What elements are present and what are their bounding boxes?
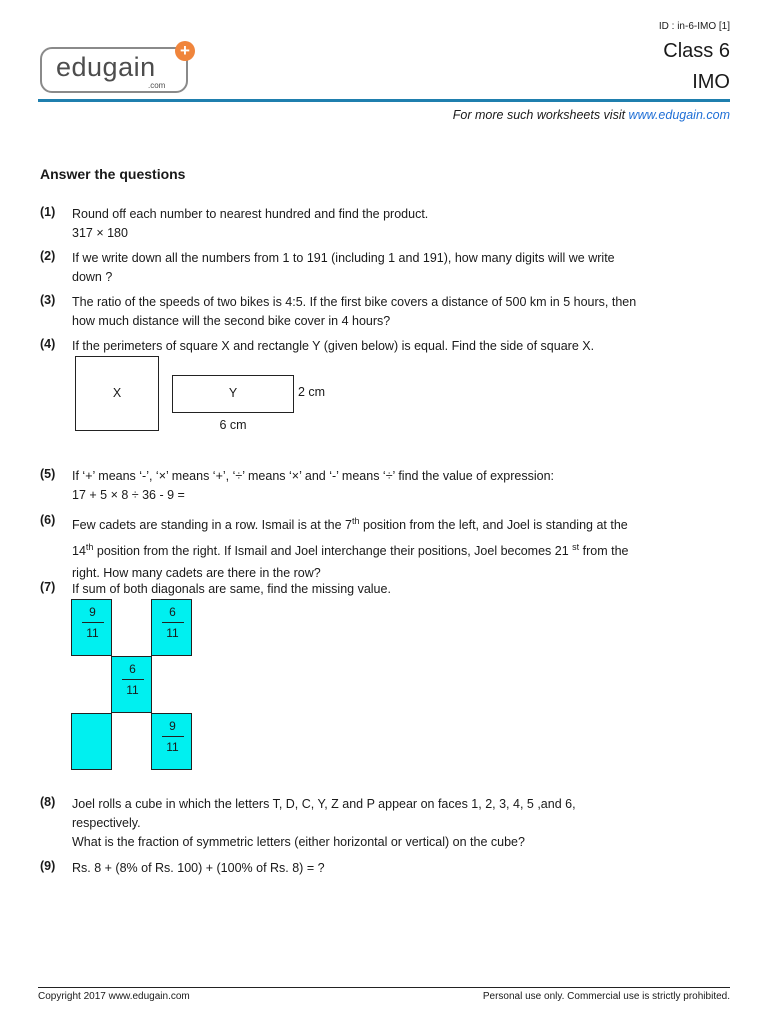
footer-divider (38, 987, 730, 988)
question-text (72, 337, 722, 356)
denominator: 11 (86, 626, 99, 640)
question-line: Joel rolls a cube in which the letters T, D, C, Y, Z and P appear on faces 1, 2, 3, 4, 5 ,and 6, (72, 797, 576, 811)
logo-sub: .com (148, 81, 166, 90)
question-number: (5) (40, 467, 56, 481)
rectangle-height-label: 2 cm (298, 385, 326, 399)
question-number: (9) (40, 859, 56, 873)
denominator: 11 (166, 740, 179, 754)
visit-link[interactable]: www.edugain.com (628, 108, 730, 122)
question-line: how much distance will the second bike cover in 4 hours? (72, 314, 391, 328)
superscript: st (572, 542, 580, 553)
fraction-bar (162, 622, 184, 623)
question-line: Round off each number to nearest hundred and find the product. (72, 207, 429, 221)
grid-cell-center (111, 656, 152, 713)
document-id: ID : in-6-IMO [1] (658, 21, 730, 32)
question-text (72, 293, 722, 331)
question-number: (1) (40, 205, 56, 219)
question-text (72, 795, 722, 852)
question-line: If sum of both diagonals are same, find the missing value. (72, 582, 391, 596)
fraction (72, 605, 113, 640)
question-line (72, 510, 722, 536)
denominator: 11 (166, 626, 179, 640)
question-number: (6) (40, 513, 56, 527)
header-divider (38, 99, 730, 102)
question-text (72, 859, 722, 878)
section-title: Answer the questions (40, 166, 186, 182)
visit-text: For more such worksheets visit (452, 108, 629, 122)
question-text (72, 580, 722, 599)
question-line: Rs. 8 + (8% of Rs. 100) + (100% of Rs. 8) = ? (72, 861, 325, 875)
rectangle-width-label: 6 cm (219, 418, 247, 432)
fraction (112, 662, 153, 697)
question-text (72, 510, 722, 584)
question-text (72, 205, 722, 243)
question-number: (8) (40, 795, 56, 809)
text-fragment: position from the left, and Joel is standing at the (359, 518, 628, 533)
text-fragment: position from the right. If Ismail and Joel interchange their positions, Joel becomes 21 (93, 544, 573, 559)
fraction (152, 605, 193, 640)
rectangle-label: Y (228, 386, 238, 400)
text-fragment: from the (579, 544, 629, 559)
numerator: 6 (129, 662, 136, 676)
question-number: (7) (40, 580, 56, 594)
question-number: (3) (40, 293, 56, 307)
question-number: (2) (40, 249, 56, 263)
fraction-bar (82, 622, 104, 623)
fraction-bar (162, 736, 184, 737)
superscript: th (85, 542, 94, 553)
question-number: (4) (40, 337, 56, 351)
text-fragment: Few cadets are standing in a row. Ismail is at the 7 (72, 518, 352, 533)
grid-cell-top-left (71, 599, 112, 656)
plus-icon: + (175, 41, 195, 61)
numerator: 9 (169, 719, 176, 733)
text-fragment: 14 (72, 544, 86, 559)
question-line: If we write down all the numbers from 1 to 191 (including 1 and 191), how many digits will we write (72, 251, 615, 265)
question-line: If ‘+’ means ‘-’, ‘×’ means ‘+’, ‘÷’ means ‘×’ and ‘-’ means ‘÷’ find the value of expression: (72, 469, 554, 483)
question-line: right. How many cadets are there in the row? (72, 566, 321, 581)
question-line: If the perimeters of square X and rectangle Y (given below) is equal. Find the side of square X. (72, 339, 595, 353)
visit-line (453, 108, 730, 122)
question-line: 317 × 180 (72, 226, 128, 240)
square-label: X (112, 386, 122, 400)
question-line: The ratio of the speeds of two bikes is 4:5. If the first bike covers a distance of 500 km in 5 hours, then (72, 295, 637, 309)
fraction-bar (122, 679, 144, 680)
exam-label: IMO (692, 71, 730, 93)
question-line: down ? (72, 270, 113, 284)
question-line (72, 536, 722, 562)
question-text (72, 467, 722, 505)
superscript: th (352, 516, 360, 526)
numerator: 6 (169, 605, 176, 619)
numerator: 9 (89, 605, 96, 619)
question-text (72, 249, 722, 287)
grid-cell-top-right (151, 599, 192, 656)
question-line: respectively. (72, 816, 141, 830)
class-label: Class 6 (663, 40, 730, 62)
question-line: 17 + 5 × 8 ÷ 36 - 9 = (72, 488, 185, 502)
logo-text: edugain (56, 52, 156, 82)
footer-copyright: Copyright 2017 www.edugain.com (38, 991, 190, 1002)
grid-cell-bottom-left-missing (71, 713, 112, 770)
fraction (152, 719, 193, 754)
denominator: 11 (126, 683, 139, 697)
question-line: What is the fraction of symmetric letters (either horizontal or vertical) on the cube? (72, 835, 525, 849)
grid-cell-bottom-right (151, 713, 192, 770)
footer-notice: Personal use only. Commercial use is strictly prohibited. (482, 991, 730, 1002)
